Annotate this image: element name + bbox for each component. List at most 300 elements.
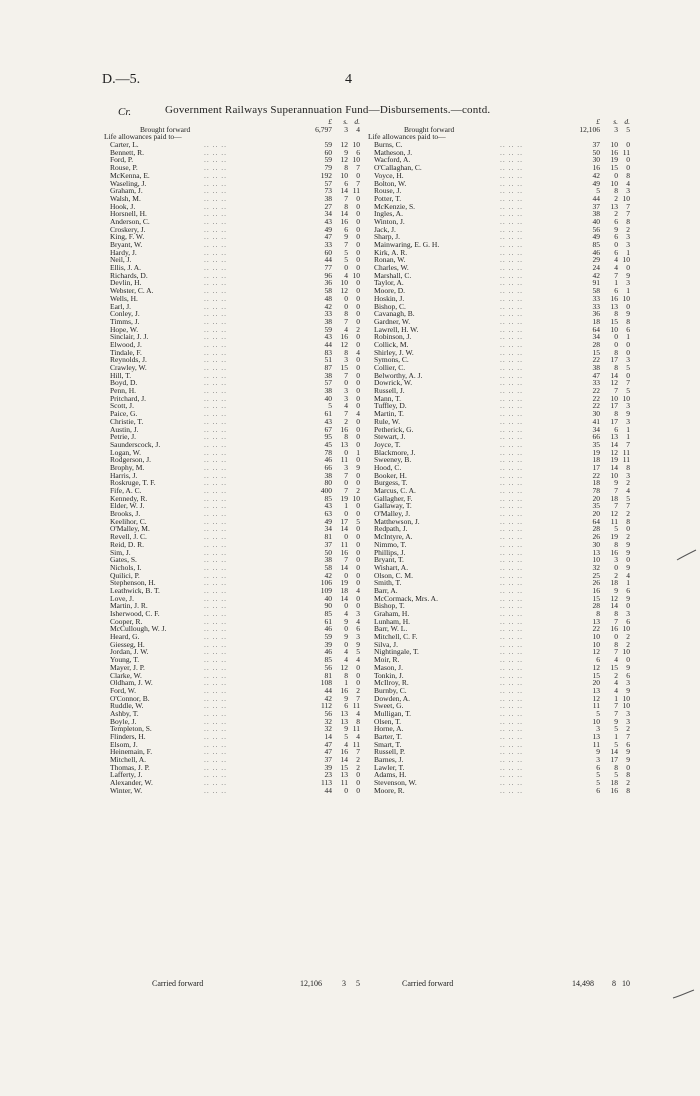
pounds-value: 44 — [324, 339, 332, 349]
pence-value: 8 — [626, 216, 630, 226]
pounds-value: 38 — [324, 555, 332, 565]
payee-name: Joyce, T. — [374, 439, 401, 449]
payee-name: Nichols, I. — [110, 562, 142, 572]
pounds-value: 113 — [321, 778, 332, 788]
shillings-value: 12 — [340, 140, 348, 150]
shillings-value: 3 — [344, 393, 348, 403]
leader-dots: .. .. .. — [204, 755, 227, 765]
pence-value: 4 — [356, 585, 360, 595]
ledger-row — [104, 295, 360, 303]
leader-dots: .. .. .. — [500, 685, 523, 695]
shillings-value: 17 — [610, 755, 618, 765]
shillings-value: 4 — [344, 655, 348, 665]
leader-dots: .. .. .. — [500, 339, 523, 349]
shillings-value: 1 — [614, 693, 618, 703]
shillings-value: 6 — [344, 178, 348, 188]
payee-name: Isherwood, C. F. — [110, 609, 160, 618]
leader-dots: .. .. .. — [500, 370, 523, 380]
pounds-value: 42 — [324, 301, 332, 311]
payee-name: Bishop, C. — [374, 301, 406, 311]
pounds-value: 5 — [596, 778, 600, 788]
pounds-value: 12 — [592, 662, 600, 672]
pounds-value: 39 — [324, 762, 332, 772]
pence-value: 0 — [356, 570, 360, 580]
leader-dots: .. .. .. — [500, 378, 523, 388]
shillings-value: 12 — [610, 447, 618, 457]
pence-value: 3 — [356, 632, 360, 642]
payee-name: Tindale, F. — [110, 347, 142, 357]
leader-dots: .. .. .. — [204, 501, 227, 511]
pounds-value: 45 — [324, 439, 332, 449]
pence-value: 0 — [356, 501, 360, 511]
leader-dots: .. .. .. — [500, 363, 523, 372]
shillings-value: 16 — [340, 685, 348, 695]
payee-name: Petrie, J. — [110, 432, 137, 442]
ledger-row — [368, 741, 630, 749]
leader-dots: .. .. .. — [204, 409, 227, 419]
payee-name: Charles, W. — [374, 263, 409, 273]
pence-value: 4 — [356, 409, 360, 419]
ledger-row — [104, 556, 360, 564]
payee-name: Conley, J. — [110, 309, 140, 319]
ledger-row — [104, 310, 360, 318]
pounds-value: 73 — [324, 186, 332, 196]
pounds-value: 35 — [592, 501, 600, 511]
payee-name: Winter, W. — [110, 785, 143, 795]
payee-name: Belworthy, A. J. — [374, 370, 423, 380]
pounds-value: 47 — [324, 232, 332, 242]
pounds-value: 42 — [592, 170, 600, 180]
payee-name: Brophy, M. — [110, 462, 145, 472]
pence-value: 10 — [622, 293, 630, 303]
leader-dots: .. .. .. — [204, 555, 227, 565]
shillings-value: 0 — [344, 532, 348, 542]
pounds-value: 36 — [592, 309, 600, 319]
leader-dots: .. .. .. — [204, 347, 227, 357]
pence-value: 2 — [626, 632, 630, 642]
leader-dots: .. .. .. — [204, 639, 227, 649]
pounds-value: 38 — [324, 316, 332, 326]
ledger-row — [368, 725, 630, 733]
pence-value: 7 — [356, 163, 360, 173]
leader-dots: .. .. .. — [500, 501, 523, 511]
shillings-value: 12 — [610, 509, 618, 519]
leader-dots: .. .. .. — [204, 516, 227, 526]
brought-forward-pounds: 12,106 — [579, 124, 600, 134]
ledger-row — [104, 610, 360, 618]
pence-value: 4 — [356, 708, 360, 718]
pounds-value: 60 — [324, 147, 332, 157]
pounds-value: 96 — [324, 270, 332, 280]
payee-name: Penn, H. — [110, 386, 137, 396]
pounds-value: 47 — [592, 370, 600, 380]
leader-dots: .. .. .. — [500, 255, 523, 265]
pence-value: 4 — [356, 347, 360, 357]
ledger-row — [368, 764, 630, 772]
leader-dots: .. .. .. — [204, 462, 227, 472]
shillings-value: 7 — [614, 386, 618, 396]
payee-name: Stevenson, W. — [374, 778, 417, 788]
payee-name: Earl, J. — [110, 301, 132, 311]
pence-value: 7 — [626, 201, 630, 211]
leader-dots: .. .. .. — [500, 539, 523, 549]
payee-name: Timms, J. — [110, 316, 140, 326]
payee-name: McCormack, Mrs. A. — [374, 593, 438, 603]
shillings-value: 5 — [614, 524, 618, 534]
pence-value: 9 — [626, 685, 630, 695]
shillings-value: 16 — [340, 216, 348, 226]
shillings-value: 8 — [344, 347, 348, 357]
ledger-row — [104, 564, 360, 572]
payee-name: Fife, A. C. — [110, 486, 142, 495]
pence-value: 7 — [626, 209, 630, 219]
pounds-value: 40 — [324, 593, 332, 603]
pence-value: 0 — [356, 263, 360, 273]
pence-value: 0 — [356, 170, 360, 180]
pence-value: 2 — [626, 778, 630, 788]
leader-dots: .. .. .. — [204, 524, 227, 534]
ledger-row — [104, 256, 360, 264]
pence-value: 2 — [626, 724, 630, 734]
pounds-value: 28 — [592, 339, 600, 349]
shillings-value: 13 — [340, 439, 348, 449]
shillings-value: 8 — [614, 639, 618, 649]
shillings-value: 6 — [614, 424, 618, 434]
pounds-value: 56 — [324, 708, 332, 718]
ledger-row — [104, 464, 360, 472]
payee-name: Nimmo, T. — [374, 539, 407, 549]
shillings-value: 18 — [610, 578, 618, 588]
payee-name: McKenna, E. — [110, 170, 150, 180]
pence-value: 0 — [356, 309, 360, 319]
payee-name: Saunderscock, J. — [110, 439, 161, 449]
leader-dots: .. .. .. — [500, 209, 523, 219]
pence-value: 9 — [626, 562, 630, 572]
payee-name: Martin, T. — [374, 409, 404, 419]
pence-value: 3 — [626, 278, 630, 288]
pence-value: 0 — [356, 216, 360, 226]
payee-name: Smith, T. — [374, 578, 402, 588]
payee-name: Bolton, W. — [374, 178, 407, 188]
payee-name: Smart, T. — [374, 739, 402, 749]
ledger-row — [368, 295, 630, 303]
payee-name: Boyd, D. — [110, 378, 138, 388]
pence-value: 0 — [356, 193, 360, 203]
payee-name: Winton, J. — [374, 216, 405, 226]
pence-value: 1 — [626, 424, 630, 434]
payee-name: Marshall, C. — [374, 270, 412, 280]
shillings-value: 8 — [614, 309, 618, 319]
pounds-value: 42 — [324, 693, 332, 703]
payee-name: Oldham, J. W. — [110, 678, 153, 688]
pounds-value: 87 — [324, 363, 332, 372]
leader-dots: .. .. .. — [204, 355, 227, 365]
payee-name: Mason, J. — [374, 662, 403, 672]
pence-value: 10 — [622, 693, 630, 703]
ledger-row — [368, 695, 630, 703]
payee-name: Tuffley, D. — [374, 401, 407, 411]
shillings-value: 7 — [344, 240, 348, 249]
shillings-value: 3 — [344, 386, 348, 396]
payee-name: Olsen, T. — [374, 716, 402, 726]
ledger-row — [368, 226, 630, 234]
pounds-value: 20 — [592, 493, 600, 503]
pounds-value: 12 — [592, 647, 600, 657]
pence-value: 11 — [352, 724, 360, 734]
leader-dots: .. .. .. — [204, 263, 227, 273]
payee-name: Lawrell, H. W. — [374, 324, 419, 334]
payee-name: Potter, T. — [374, 193, 402, 203]
shillings-value: 2 — [614, 209, 618, 219]
pence-value: 0 — [626, 655, 630, 665]
shillings-value: 3 — [614, 555, 618, 565]
leader-dots: .. .. .. — [204, 470, 227, 480]
shillings-value: 16 — [610, 624, 618, 634]
shillings-value: 7 — [614, 647, 618, 657]
ledger-row — [368, 464, 630, 472]
shillings-value: 6 — [344, 701, 348, 711]
pounds-value: 27 — [324, 201, 332, 211]
pence-value: 0 — [356, 424, 360, 434]
ledger-row — [368, 756, 630, 764]
pounds-value: 58 — [592, 286, 600, 296]
shillings-value: 12 — [340, 286, 348, 296]
pence-value: 0 — [626, 155, 630, 165]
pence-value: 10 — [352, 140, 360, 150]
shillings-value: 4 — [614, 263, 618, 273]
leader-dots: .. .. .. — [500, 778, 523, 788]
leader-dots: .. .. .. — [204, 255, 227, 265]
payee-name: Robinson, J. — [374, 332, 412, 342]
pounds-value: 33 — [592, 301, 600, 311]
leader-dots: .. .. .. — [204, 539, 227, 549]
leader-dots: .. .. .. — [204, 585, 227, 595]
payee-name: Logan, W. — [110, 447, 142, 457]
pounds-value: 16 — [592, 585, 600, 595]
payee-name: Mann, T. — [374, 393, 402, 403]
payee-name: McCullough, W. J. — [110, 624, 167, 634]
pence-value: 0 — [356, 601, 360, 611]
pounds-value: 11 — [592, 739, 600, 749]
shillings-value: 0 — [344, 601, 348, 611]
pence-value: 0 — [626, 601, 630, 611]
pence-value: 5 — [356, 647, 360, 657]
pence-value: 10 — [622, 701, 630, 711]
pence-value: 9 — [626, 755, 630, 765]
payee-name: Shirley, J. W. — [374, 347, 414, 357]
left-ledger-column — [104, 118, 360, 795]
pence-value: 8 — [626, 770, 630, 780]
payee-name: Sim, J. — [110, 547, 131, 557]
shillings-value: 0 — [344, 447, 348, 457]
pounds-value: 66 — [592, 432, 600, 442]
pounds-value: 22 — [592, 393, 600, 403]
pounds-value: 83 — [324, 347, 332, 357]
shillings-value: 3 — [344, 462, 348, 472]
pounds-value: 400 — [320, 486, 332, 495]
ledger-row — [368, 433, 630, 441]
pounds-value: 5 — [596, 708, 600, 718]
pounds-value: 85 — [592, 240, 600, 249]
payee-name: Dowden, A. — [374, 693, 411, 703]
shillings-value: 17 — [610, 401, 618, 411]
leader-dots: .. .. .. — [500, 624, 523, 634]
ledger-row — [104, 372, 360, 380]
pence-value: 8 — [356, 716, 360, 726]
ledger-row — [104, 702, 360, 710]
ledger-row — [104, 364, 360, 372]
pence-value: 3 — [626, 416, 630, 426]
pounds-value: 22 — [592, 386, 600, 396]
pence-value: 0 — [356, 432, 360, 442]
shillings-value: 4 — [614, 685, 618, 695]
payee-name: Stewart, J. — [374, 432, 406, 442]
brought-forward-pence: 4 — [356, 124, 360, 134]
shillings-value: 4 — [344, 401, 348, 411]
leader-dots: .. .. .. — [204, 655, 227, 665]
pence-value: 0 — [626, 347, 630, 357]
pence-value: 11 — [352, 739, 360, 749]
pounds-value: 64 — [592, 324, 600, 334]
payee-name: Kennedy, R. — [110, 493, 148, 503]
carried-forward-pounds: 12,106 — [300, 979, 322, 988]
pounds-value: 57 — [324, 178, 332, 188]
shillings-value: 0 — [344, 785, 348, 795]
payee-name: Flinders, H. — [110, 732, 146, 741]
shillings-value: 7 — [344, 486, 348, 495]
pounds-value: 90 — [324, 601, 332, 611]
leader-dots: .. .. .. — [204, 301, 227, 311]
pence-value: 10 — [352, 493, 360, 503]
pounds-value: 47 — [324, 747, 332, 757]
pence-value: 11 — [622, 447, 630, 457]
section-label-row — [104, 133, 360, 141]
pounds-value: 39 — [324, 639, 332, 649]
pence-value: 9 — [626, 547, 630, 557]
payee-name: Paice, G. — [110, 409, 138, 419]
pence-value: 0 — [356, 562, 360, 572]
ledger-row — [368, 549, 630, 557]
payee-name: Brooks, J. — [110, 509, 141, 519]
leader-dots: .. .. .. — [204, 708, 227, 718]
payee-name: Elsom, J. — [110, 739, 138, 749]
shillings-value: 14 — [340, 562, 348, 572]
pence-value: 5 — [356, 516, 360, 526]
pounds-value: 85 — [324, 493, 332, 503]
pounds-value: 112 — [321, 701, 332, 711]
pounds-value: 58 — [324, 286, 332, 296]
pounds-value: 43 — [324, 501, 332, 511]
pence-value: 0 — [626, 524, 630, 534]
ledger-row — [368, 387, 630, 395]
shillings-value: 0 — [344, 478, 348, 488]
ledger-row — [104, 541, 360, 549]
ledger-row — [368, 618, 630, 626]
ledger-row — [104, 625, 360, 633]
shillings-value: 9 — [614, 478, 618, 488]
leader-dots: .. .. .. — [500, 739, 523, 749]
leader-dots: .. .. .. — [204, 393, 227, 403]
ledger-row — [104, 195, 360, 203]
payee-name: Wells, H. — [110, 293, 138, 303]
payee-name: Redpath, J. — [374, 524, 408, 534]
leader-dots: .. .. .. — [204, 447, 227, 457]
leader-dots: .. .. .. — [204, 593, 227, 603]
page-title: Government Railways Superannuation Fund—Disbursements.—contd. — [165, 104, 491, 116]
pence-value: 4 — [626, 178, 630, 188]
pence-value: 0 — [626, 163, 630, 173]
shillings-value: 12 — [340, 155, 348, 165]
pounds-value: 81 — [324, 670, 332, 680]
payee-name: Barr, W. L. — [374, 624, 408, 634]
pounds-value: 17 — [592, 462, 600, 472]
ledger-row — [368, 356, 630, 364]
payee-name: Bryant, T. — [374, 555, 404, 565]
shillings-value: 8 — [614, 539, 618, 549]
leader-dots: .. .. .. — [204, 378, 227, 388]
pence-value: 0 — [356, 255, 360, 265]
pounds-value: 38 — [324, 370, 332, 380]
pounds-value: 26 — [592, 578, 600, 588]
pounds-value: 80 — [324, 478, 332, 488]
pence-value: 0 — [356, 478, 360, 488]
payee-name: Heinemain, F. — [110, 747, 153, 757]
leader-dots: .. .. .. — [204, 240, 227, 249]
shillings-value: 8 — [344, 163, 348, 173]
pounds-value: 13 — [592, 732, 600, 741]
pence-value: 4 — [626, 570, 630, 580]
ledger-row — [104, 272, 360, 280]
shillings-value: 9 — [344, 616, 348, 626]
pounds-value: 81 — [324, 532, 332, 542]
leader-dots: .. .. .. — [204, 339, 227, 349]
pounds-value: 34 — [592, 424, 600, 434]
pounds-value: 49 — [324, 224, 332, 234]
pence-value: 9 — [626, 309, 630, 319]
shillings-value: 9 — [344, 232, 348, 242]
pounds-value: 44 — [324, 255, 332, 265]
pounds-value: 28 — [592, 601, 600, 611]
pence-value: 0 — [356, 593, 360, 603]
payee-name: Blackmore, J. — [374, 447, 416, 457]
leader-dots: .. .. .. — [204, 747, 227, 757]
ledger-row — [104, 287, 360, 295]
shillings-value: 15 — [610, 662, 618, 672]
pounds-header: £ — [596, 117, 600, 126]
carried-forward-shillings: 8 — [612, 979, 616, 988]
leader-dots: .. .. .. — [500, 693, 523, 703]
pence-value: 2 — [356, 755, 360, 765]
pence-value: 10 — [622, 624, 630, 634]
payee-name: Lunham, H. — [374, 616, 411, 626]
leader-dots: .. .. .. — [500, 478, 523, 488]
shillings-value: 9 — [614, 585, 618, 595]
pence-value: 11 — [352, 186, 360, 196]
ledger-row — [368, 456, 630, 464]
pounds-value: 36 — [324, 278, 332, 288]
pounds-value: 58 — [324, 562, 332, 572]
ledger-row — [368, 164, 630, 172]
pence-value: 0 — [356, 278, 360, 288]
payee-name: Taylor, A. — [374, 278, 404, 288]
pounds-value: 29 — [592, 255, 600, 265]
pounds-value: 44 — [324, 685, 332, 695]
payee-name: Collick, M. — [374, 339, 409, 349]
shillings-value: 13 — [340, 770, 348, 780]
payee-name: Barnes, J. — [374, 755, 404, 765]
pence-value: 6 — [356, 624, 360, 634]
leader-dots: .. .. .. — [500, 424, 523, 434]
